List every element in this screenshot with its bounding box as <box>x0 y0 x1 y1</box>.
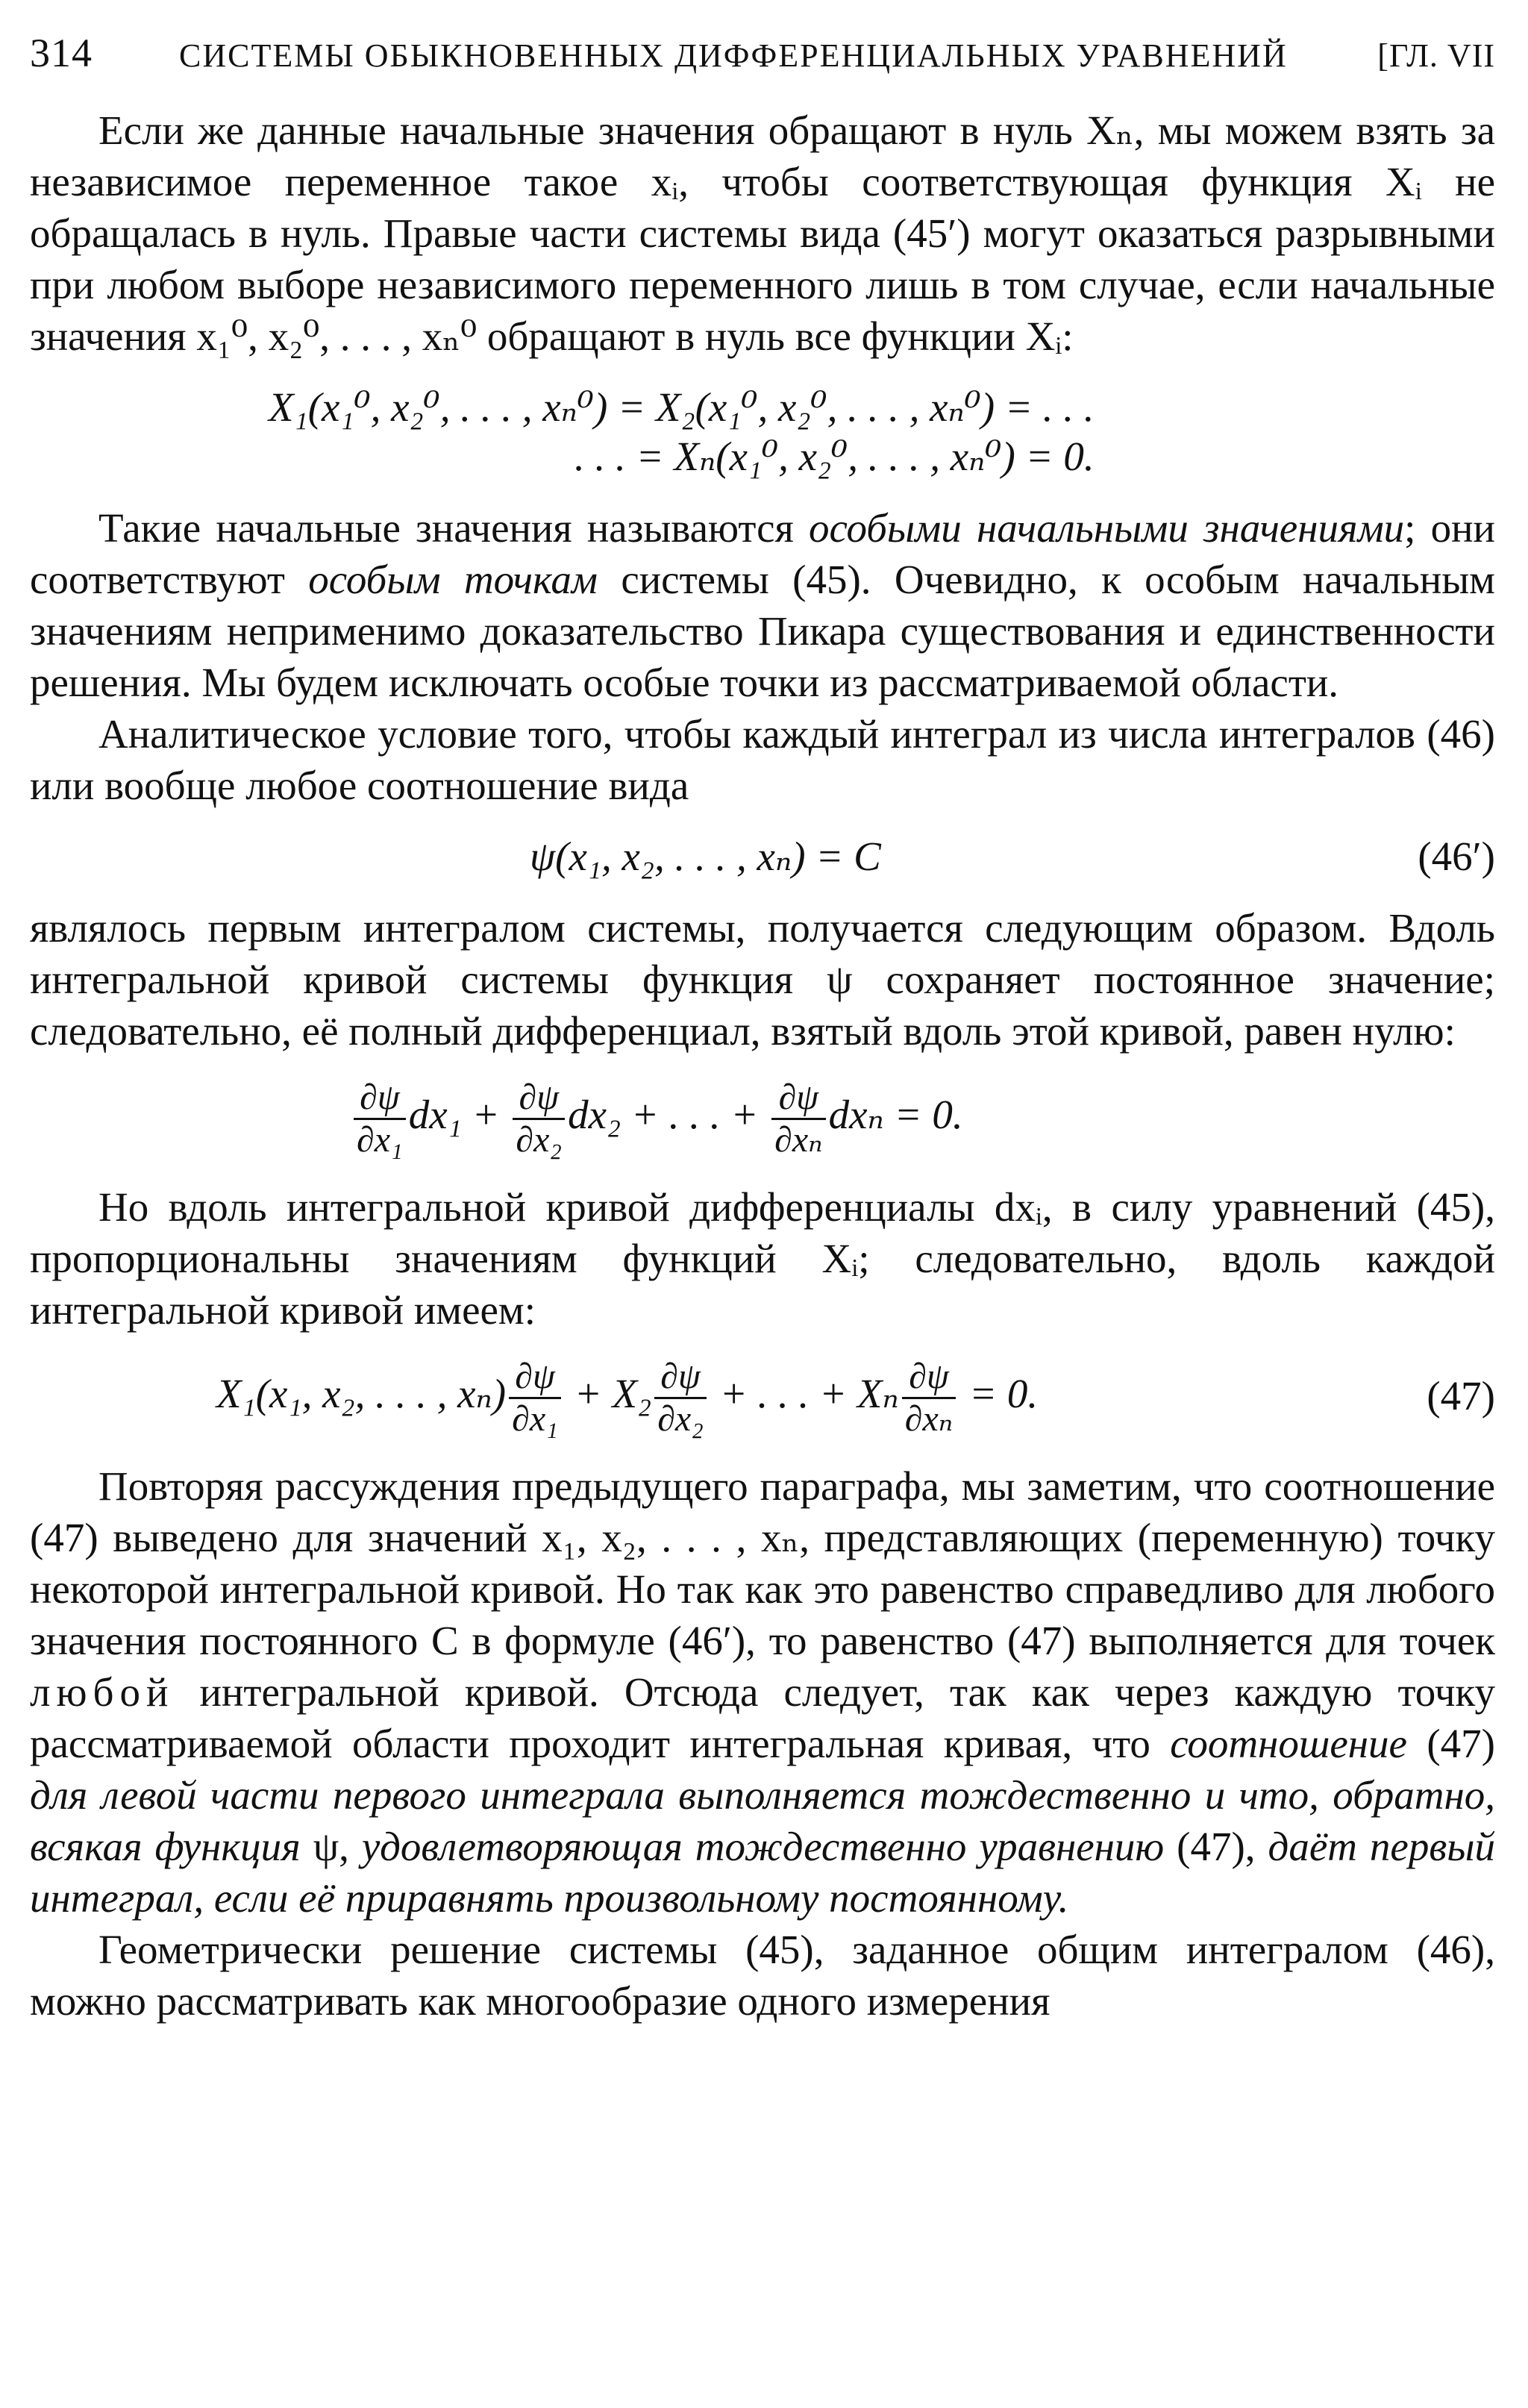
equation-term: + X₂ <box>563 1371 652 1417</box>
paragraph-1: Если же данные начальные значения обращают в нуль Xₙ, мы можем взять за независимое переменное такое xᵢ, чтобы соответствующая функция Xᵢ не обращалась в нуль. Правые части системы вида (45′) могут оказаться разрывными при любом выборе независимого переменного лишь в том случае, если начальные значения x₁⁰, x₂⁰, . . . , xₙ⁰ обращают в нуль все функции Xᵢ: <box>30 107 1495 359</box>
paragraph-4: являлось первым интегралом системы, получается следующим образом. Вдоль интегральной кривой системы функция ψ сохраняет постоянное значение; следовательно, её полный дифференциал, взятый вдоль этой кривой, равен нулю: <box>30 905 1495 1054</box>
equation-term: dx₁ + <box>408 1092 510 1138</box>
paragraph-2-text-b: ; они соответствуют <box>30 505 1495 602</box>
fraction-dpsi-dxn <box>902 1357 956 1439</box>
equation-number-46-prime: (46′) <box>1418 834 1495 879</box>
fraction-numerator: ∂ψ <box>654 1357 707 1399</box>
equation-number-47: (47) <box>1427 1373 1495 1419</box>
fraction-denominator: ∂xₙ <box>904 1399 954 1439</box>
paragraph-5: Но вдоль интегральной кривой дифференциалы dxᵢ, в силу уравнений (45), пропорциональны значениям функций Xᵢ; следовательно, вдоль каждой интегральной кривой имеем: <box>30 1184 1495 1333</box>
equation-total-differential <box>30 1078 1495 1160</box>
fraction-denominator: ∂xₙ <box>774 1120 823 1160</box>
fraction-denominator: ∂x₁ <box>357 1120 403 1160</box>
fraction-numerator: ∂ψ <box>771 1078 825 1120</box>
running-title: СИСТЕМЫ ОБЫКНОВЕННЫХ ДИФФЕРЕНЦИАЛЬНЫХ УРАВНЕНИЙ <box>179 37 1288 74</box>
equation-46-prime <box>30 832 1495 881</box>
fraction-dpsi-dx2 <box>513 1078 565 1160</box>
paragraph-6-text-e: (47), <box>1164 1824 1268 1869</box>
fraction-denominator: ∂x₂ <box>516 1120 563 1160</box>
fraction-dpsi-dx2 <box>654 1357 707 1439</box>
equation-line-1: X₁(x₁⁰, x₂⁰, . . . , xₙ⁰) = X₂(x₁⁰, x₂⁰, . . . , xₙ⁰) = . . . <box>269 384 1095 430</box>
paragraph-2-text-c: системы (45). Очевидно, к особым начальным значениям неприменимо доказательство Пикара существования и единственности решения. Мы будем исключать особые точки из рассматриваемой области. <box>30 557 1495 705</box>
equation-46-prime-body: ψ(x₁, x₂, . . . , xₙ) = C <box>530 834 881 879</box>
equation-term: dxₙ = 0. <box>828 1092 963 1138</box>
paragraph-2-text-a: Такие начальные значения называются <box>98 505 809 551</box>
equation-47-lead: X₁(x₁, x₂, . . . , xₙ) <box>216 1371 507 1417</box>
paragraph-6-text-d: ψ, <box>300 1824 362 1869</box>
paragraph-2 <box>30 502 1495 708</box>
italic-relation: соотношение <box>1170 1721 1407 1766</box>
equation-term: = 0. <box>959 1371 1039 1417</box>
equation-term: dx₂ + . . . + <box>568 1092 769 1138</box>
fraction-numerator: ∂ψ <box>513 1078 565 1120</box>
paragraph-6-text-b: интегральной кривой. Отсюда следует, так как через каждую точку рассматриваемой области проходит интегральная кривая, что <box>30 1669 1495 1766</box>
fraction-dpsi-dx1 <box>509 1357 561 1439</box>
paragraph-3: Аналитическое условие того, чтобы каждый интеграл из числа интегралов (46) или вообще любое соотношение вида <box>30 711 1495 808</box>
fraction-denominator: ∂x₁ <box>512 1399 558 1439</box>
chapter-label: [ГЛ. VII <box>1377 37 1495 74</box>
fraction-denominator: ∂x₂ <box>657 1399 704 1439</box>
term-singular-initial-values: особыми начальными значениями <box>808 505 1405 551</box>
fraction-numerator: ∂ψ <box>902 1357 956 1399</box>
italic-statement-2: удовлетворяющая тождественно уравнению <box>361 1824 1165 1869</box>
paragraph-6-text-a: Повторяя рассуждения предыдущего параграфа, мы заметим, что соотношение (47) выведено для значений x₁, x₂, . . . , xₙ, представляющих (переменную) точку некоторой интегральной кривой. Но так как это равенство справедливо для любого значения постоянного C в формуле (46′), то равенство (47) выполняется для точек <box>30 1463 1495 1663</box>
fraction-numerator: ∂ψ <box>354 1078 406 1120</box>
equation-term: + . . . + Xₙ <box>709 1371 899 1417</box>
equation-line-2: . . . = Xₙ(x₁⁰, x₂⁰, . . . , xₙ⁰) = 0. <box>574 434 1095 479</box>
italic-statement-1: для левой части первого интеграла выполняется тождественно и что, обратно, всякая функция <box>30 1772 1495 1869</box>
emphasis-any: любой <box>30 1669 175 1715</box>
paragraph-7: Геометрически решение системы (45), заданное общим интегралом (46), можно рассматривать как многообразие одного измерения <box>30 1927 1495 2024</box>
fraction-dpsi-dx1 <box>354 1078 406 1160</box>
paragraph-6-text-c: (47) <box>1406 1721 1495 1766</box>
fraction-numerator: ∂ψ <box>509 1357 561 1399</box>
paragraph-6 <box>30 1460 1495 1924</box>
equation-47 <box>30 1357 1495 1439</box>
equation-singular-values <box>30 383 1495 481</box>
fraction-dpsi-dxn <box>771 1078 825 1160</box>
italic-statement-3: даёт первый интеграл, если её приравнять произвольному постоянному. <box>30 1824 1495 1921</box>
page-number: 314 <box>30 31 93 75</box>
term-singular-points: особым точкам <box>308 557 598 602</box>
running-header <box>30 30 1495 84</box>
